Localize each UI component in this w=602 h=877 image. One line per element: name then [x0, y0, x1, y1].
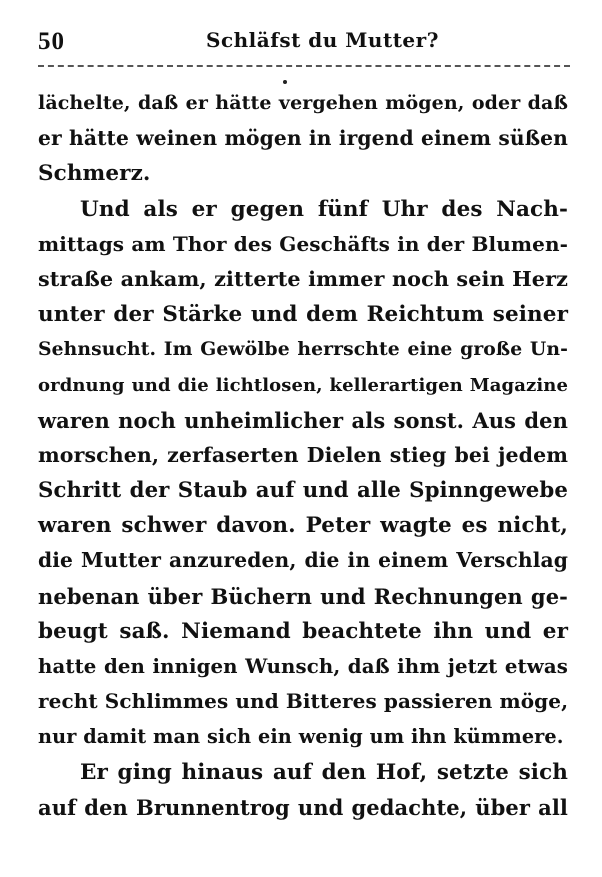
- text-line: ordnung und die lichtlosen, kellerartigen Magazine: [38, 374, 568, 396]
- text-line: die Mutter anzureden, die in einem Verschlag: [38, 548, 568, 573]
- running-head: Schläfst du Mutter?: [206, 28, 439, 52]
- header-rule: [38, 65, 570, 67]
- text-line: Schmerz.: [38, 161, 151, 187]
- text-line: lächelte, daß er hätte vergehen mögen, oder daß: [38, 92, 568, 114]
- text-line: waren noch unheimlicher als sonst. Aus den: [38, 407, 568, 433]
- text-line: er hätte weinen mögen in irgend einem süßen: [38, 126, 568, 151]
- text-line: Sehnsucht. Im Gewölbe herrschte eine große Un-: [38, 338, 568, 361]
- page-header: [38, 28, 570, 62]
- text-line: nebenan über Büchern und Rechnungen ge-: [38, 583, 568, 609]
- text-line: Er ging hinaus auf den Hof, setzte sich: [80, 759, 568, 785]
- text-line: morschen, zerfaserten Dielen stieg bei jedem: [38, 442, 568, 467]
- text-line: mittags am Thor des Geschäfts in der Blumen-: [38, 231, 568, 256]
- print-speck: [283, 80, 287, 84]
- page-number: 50: [38, 28, 65, 55]
- text-line: Und als er gegen fünf Uhr des Nach-: [80, 196, 568, 222]
- body-text: [38, 86, 568, 825]
- text-line: unter der Stärke und dem Reichtum seiner: [38, 302, 568, 328]
- text-line: waren schwer davon. Peter wagte es nicht,: [38, 513, 568, 539]
- text-line: Schritt der Staub auf und alle Spinngewebe: [38, 478, 568, 504]
- text-line: auf den Brunnentrog und gedachte, über all: [38, 794, 568, 820]
- text-line: straße ankam, zitterte immer noch sein Herz: [38, 266, 568, 291]
- text-line: beugt saß. Niemand beachtete ihn und er: [38, 618, 568, 644]
- text-line: hatte den innigen Wunsch, daß ihm jetzt etwas: [38, 654, 568, 678]
- text-line: recht Schlimmes und Bitteres passieren möge,: [38, 689, 569, 714]
- text-line: nur damit man sich ein wenig um ihn kümmere.: [38, 725, 564, 749]
